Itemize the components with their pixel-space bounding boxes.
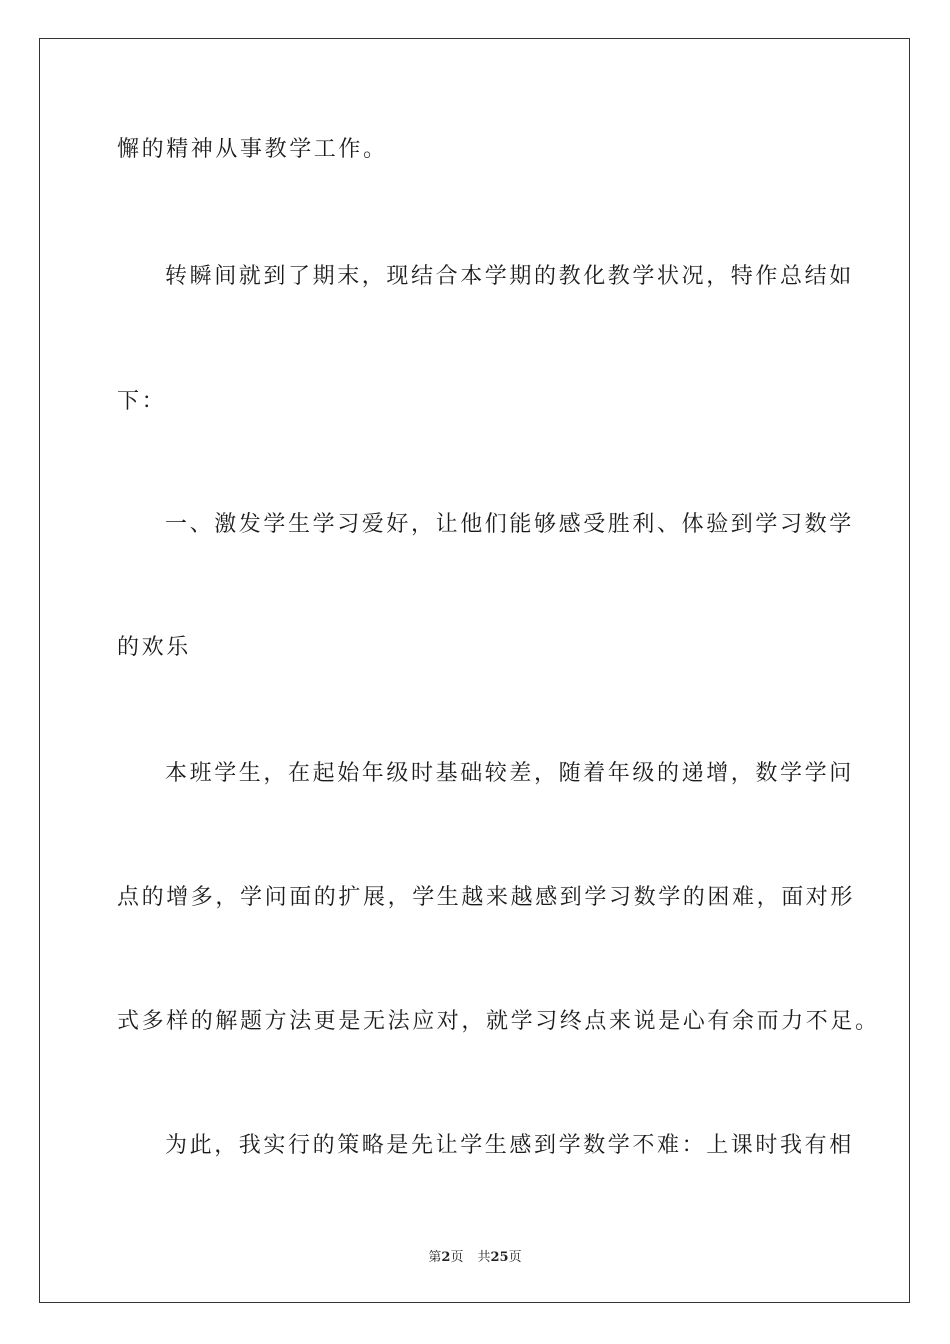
- page-suffix: 页: [450, 1250, 464, 1265]
- text-line: 为此，我实行的策略是先让学生感到学数学不难：上课时我有相: [165, 1133, 854, 1158]
- text-line: 一、激发学生学习爱好，让他们能够感受胜利、体验到学习数学: [165, 512, 854, 537]
- text-line: 的欢乐: [117, 635, 191, 660]
- text-line: 本班学生，在起始年级时基础较差，随着年级的递增，数学学问: [165, 761, 854, 786]
- total-pages: 25: [490, 1250, 509, 1265]
- text-line: 懈的精神从事教学工作。: [117, 137, 388, 162]
- total-prefix: 共: [477, 1250, 491, 1265]
- page-prefix: 第: [428, 1250, 442, 1265]
- total-suffix: 页: [508, 1250, 522, 1265]
- text-line: 点的增多，学问面的扩展，学生越来越感到学习数学的困难，面对形: [117, 885, 856, 910]
- text-line: 式多样的解题方法更是无法应对，就学习终点来说是心有余而力不足。: [117, 1009, 880, 1034]
- text-line: 转瞬间就到了期末，现结合本学期的教化教学状况，特作总结如: [165, 264, 854, 289]
- page-border: [39, 38, 910, 1303]
- page-footer: [0, 1249, 950, 1267]
- page-number: 2: [441, 1250, 451, 1265]
- text-line: 下：: [117, 389, 167, 414]
